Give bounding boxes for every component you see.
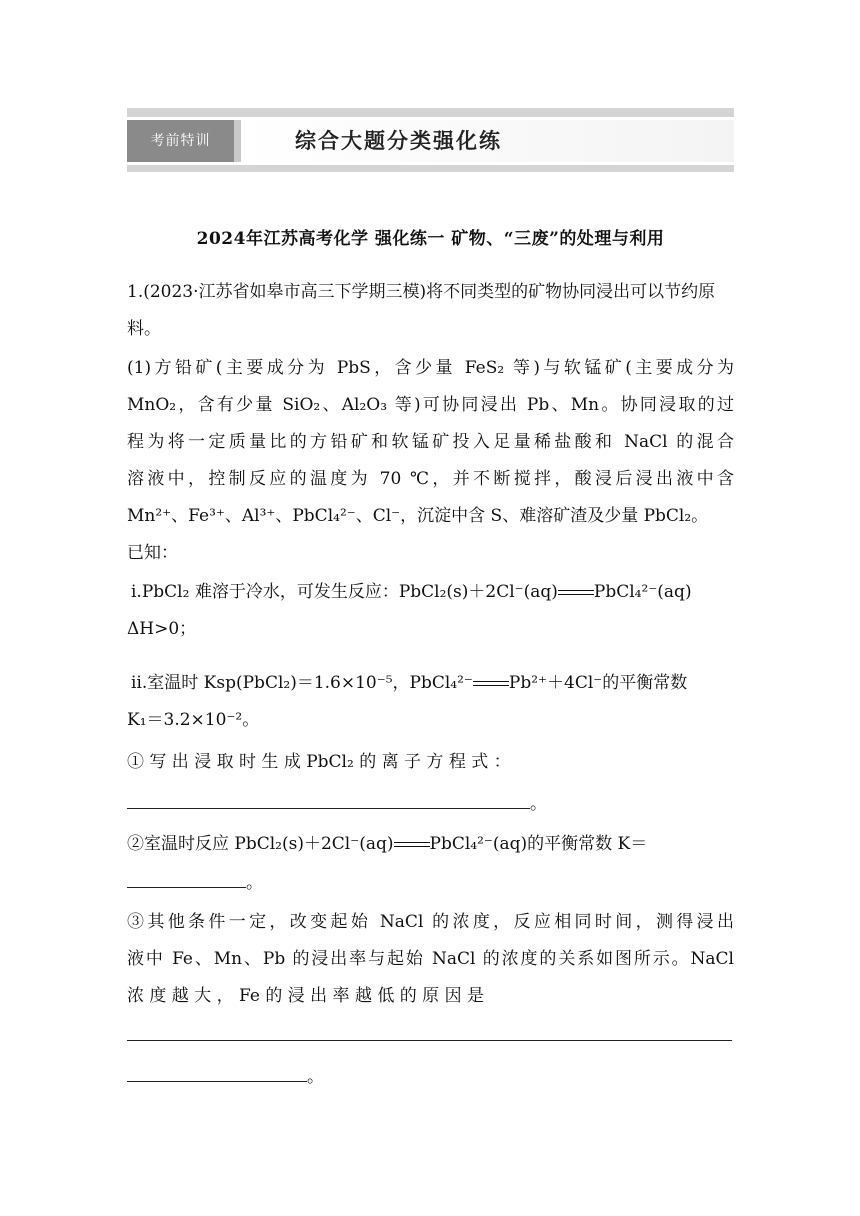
known-ii-text-b: Pb²⁺＋4Cl⁻的平衡常数: [508, 673, 688, 693]
question-c-answer-line: [127, 1018, 734, 1055]
part1-line3: [127, 424, 734, 461]
banner-tag: 考前特训: [127, 120, 234, 162]
known-ii-text-a: ⅱ.室温时 Ksp(PbCl₂)＝1.6×10⁻⁵，PbCl₄²⁻: [131, 673, 473, 693]
part1-line4-text: 溶液中，控制反应的温度为 70 ℃，并不断搅拌，酸浸后浸出液中含: [127, 469, 734, 489]
part1-line1-text: (1)方铅矿(主要成分为 PbS，含少量 FeS₂ 等)与软锰矿(主要成分为: [127, 358, 734, 378]
question-c-answer-end: [127, 1059, 734, 1096]
period: 。: [246, 873, 263, 893]
answer-blank-a[interactable]: [127, 794, 530, 809]
period: 。: [530, 794, 547, 814]
period: 。: [307, 1067, 324, 1087]
question-c-line3: [127, 978, 734, 1015]
known-ii-k1: [127, 702, 734, 739]
banner-bottom-rule: [127, 165, 734, 172]
question-b: [127, 826, 734, 863]
question-c-line1: [127, 904, 734, 941]
banner-title: 综合大题分类强化练: [295, 128, 502, 153]
equilibrium-arrow-icon: [473, 680, 509, 688]
question-c-line3-text: 浓 度 越 大 ， Fe 的 浸 出 率 越 低 的 原 因 是: [127, 986, 484, 1006]
question-b-text-b: PbCl₄²⁻(aq)的平衡常数 K＝: [429, 834, 648, 854]
question-c-line2-text: 液中 Fe、Mn、Pb 的浸出率与起始 NaCl 的浓度的关系如图所示。NaCl: [127, 949, 734, 969]
known-label: [127, 535, 734, 572]
answer-blank-c1[interactable]: [127, 1026, 732, 1041]
section-banner: [127, 108, 734, 172]
question-c-line2: [127, 941, 734, 978]
question-a: [127, 744, 734, 781]
question-intro: [127, 274, 734, 348]
equilibrium-arrow-icon: [558, 589, 594, 597]
known-i-text-a: ⅰ.PbCl₂ 难溶于冷水，可发生反应：PbCl₂(s)＋2Cl⁻(aq): [131, 582, 558, 602]
part1-line1: [127, 350, 734, 387]
question-intro-text: 1.(2023·江苏省如皋市高三下学期三模)将不同类型的矿物协同浸出可以节约原料。: [127, 282, 716, 339]
answer-blank-b[interactable]: [127, 873, 246, 888]
banner-top-rule: [127, 108, 734, 117]
part1-line4: [127, 461, 734, 498]
equilibrium-arrow-icon: [394, 841, 430, 849]
known-label-text: 已知：: [127, 543, 178, 563]
known-ii-k1-text: K₁＝3.2×10⁻²。: [127, 710, 260, 730]
known-i-enthalpy-text: ΔH>0；: [127, 619, 197, 639]
part1-line5-text: Mn²⁺、Fe³⁺、Al³⁺、PbCl₄²⁻、Cl⁻，沉淀中含 S、难溶矿渣及少量 PbCl₂。: [127, 506, 709, 526]
banner-separator: [234, 120, 241, 162]
question-c-line1-text: ③其他条件一定，改变起始 NaCl 的浓度，反应相同时间，测得浸出: [127, 912, 734, 932]
question-b-text-a: ②室温时反应 PbCl₂(s)＋2Cl⁻(aq): [127, 834, 394, 854]
known-i-text-b: PbCl₄²⁻(aq): [593, 582, 692, 602]
question-a-answer: [127, 786, 734, 823]
document-title: 2024年江苏高考化学 强化练一 矿物、“三废”的处理与利用: [196, 229, 665, 249]
part1-line5: [127, 498, 734, 535]
part1-line2: [127, 387, 734, 424]
known-i: [131, 574, 738, 611]
question-b-answer: [127, 865, 734, 902]
answer-blank-c2[interactable]: [127, 1067, 307, 1082]
part1-line2-text: MnO₂，含有少量 SiO₂、Al₂O₃ 等)可协同浸出 Pb、Mn。协同浸取的过: [127, 395, 734, 415]
part1-line3-text: 程为将一定质量比的方铅矿和软锰矿投入足量稀盐酸和 NaCl 的混合: [127, 432, 734, 452]
known-i-enthalpy: [127, 611, 734, 648]
known-ii: [131, 665, 738, 702]
question-a-text: ① 写 出 浸 取 时 生 成 PbCl₂ 的 离 子 方 程 式 ：: [127, 752, 511, 772]
